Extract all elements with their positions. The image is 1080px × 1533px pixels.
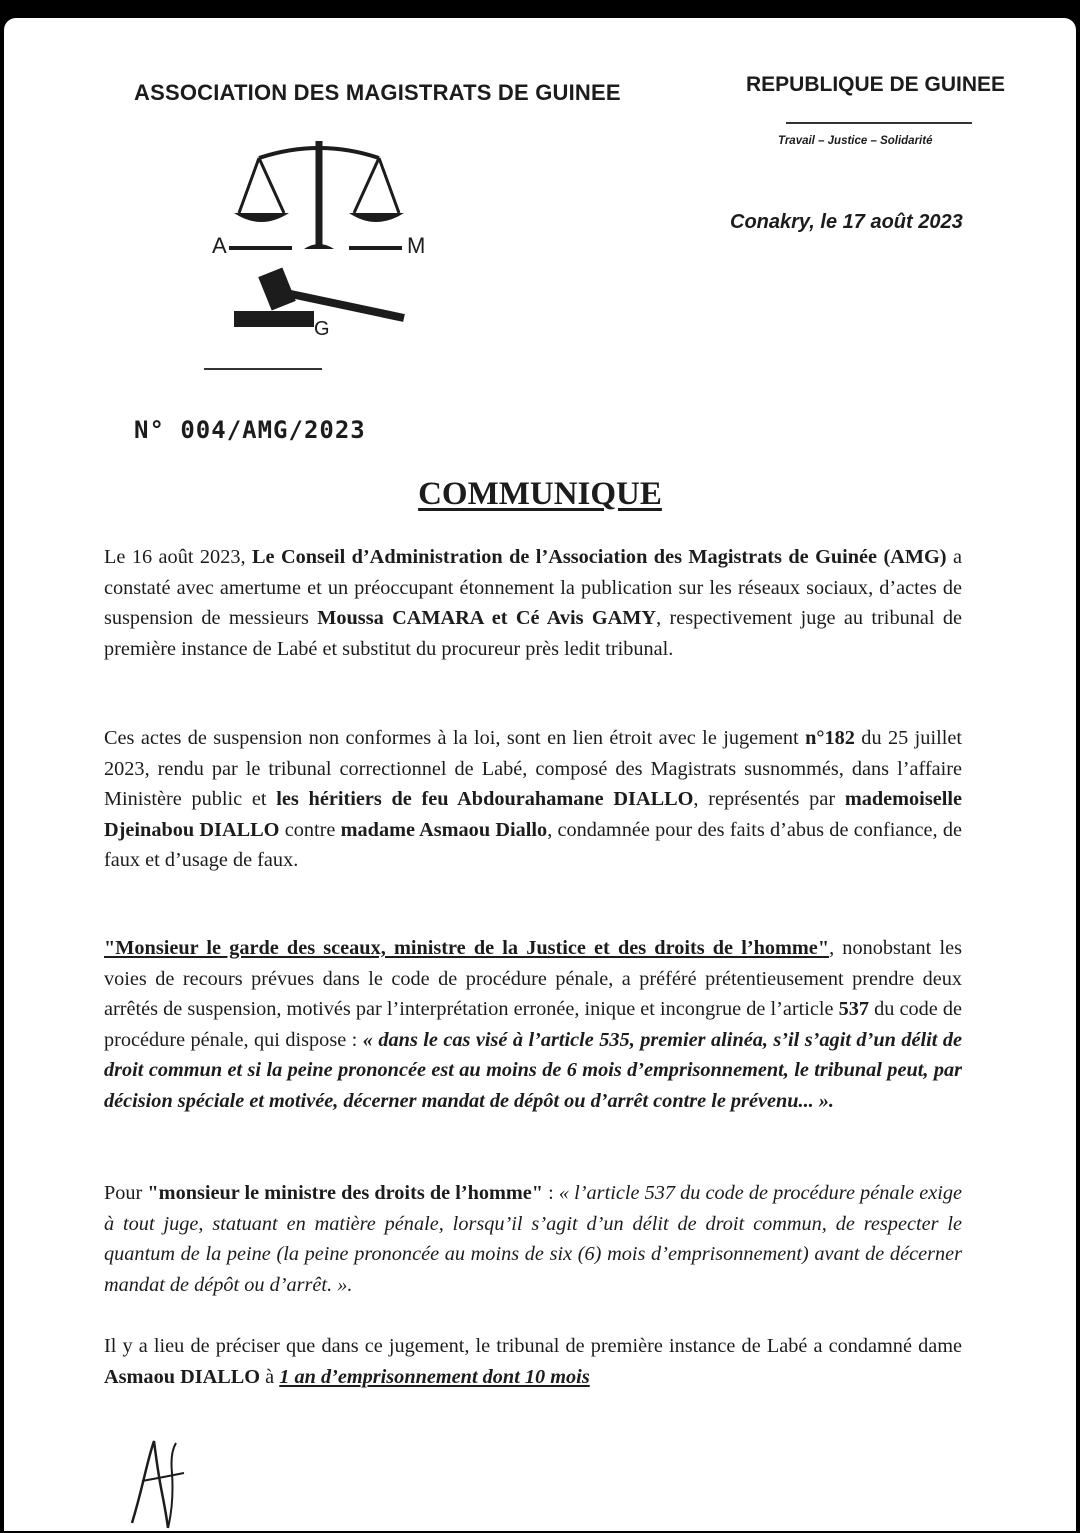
paragraph-3: "Monsieur le garde des sceaux, ministre de la Justice et des droits de l’homme", nonobstant les voies de recours prévues dans le code de procédure pénale, a préféré prétentieusement prendre deux arrêtés de suspension, motivés par l’interprétation erronée, inique et incongrue de l’article 537 du code de procédure pénale, qui dispose : « dans le cas visé à l’article 535, premier alinéa, s’il s’agit d’un délit de droit commun et si la peine prononcée est au moins de 6 mois d’emprisonnement, le tribunal peut, par décision spéciale et motivée, décerner mandat de dépôt ou d’arrêt contre le prévenu... ». [104, 937, 962, 1112]
handwritten-signature [124, 1433, 194, 1533]
logo-rule [204, 368, 322, 370]
logo-gavel-block [234, 311, 314, 327]
republic-name: REPUBLIQUE DE GUINEE [746, 73, 1006, 96]
motto-rule [786, 122, 972, 124]
logo-letter-a: A [212, 233, 227, 258]
paragraph-1: Le 16 août 2023, Le Conseil d’Administration de l’Association des Magistrats de Guinée (AMG) a constaté avec amertume et un préoccupant étonnement la publication sur les réseaux sociaux, d’actes de suspension de messieurs Moussa CAMARA et Cé Avis GAMY, respectivement juge au tribunal de première instance de Labé et substitut du procureur près ledit tribunal. [104, 546, 963, 660]
national-motto: Travail – Justice – Solidarité [778, 135, 933, 147]
logo-left-pan [234, 213, 289, 222]
logo-letter-g: G [314, 318, 330, 340]
paragraph-5: Il y a lieu de préciser que dans ce jugement, le tribunal de première instance de Labé a condamné dame Asmaou DIALLO à 1 an d’emprisonnement dont 10 mois [104, 1335, 962, 1388]
document-sheet [4, 18, 1076, 1531]
logo-gavel-head [258, 267, 296, 310]
logo-letter-m: M [407, 233, 426, 258]
paragraph-4: Pour "monsieur le ministre des droits de l’homme" : « l’article 537 du code de procédure pénale exige à tout juge, statuant en matière pénale, lorsqu’il s’agit d’un délit de droit commun, de respecter le quantum de la peine (la peine prononcée au moins de six (6) mois d’emprisonnement) avant de décerner mandat de dépôt ou d’arrêt. ». [104, 1182, 962, 1296]
paragraph-2: Ces actes de suspension non conformes à la loi, sont en lien étroit avec le jugement n°182 du 25 juillet 2023, rendu par le tribunal correctionnel de Labé, composé des Magistrats susnommés, dans l’affaire Ministère public et les héritiers de feu Abdourahamane DIALLO, représentés par mademoiselle Djeinabou DIALLO contre madame Asmaou Diallo, condamnée pour des faits d’abus de confiance, de faux et d’usage de faux. [104, 727, 962, 871]
communique-title: COMMUNIQUE [418, 476, 662, 512]
amg-scales-logo [204, 113, 444, 353]
logo-right-pan [349, 213, 404, 222]
reference-number: N° 004/AMG/2023 [134, 416, 366, 444]
date-line: Conakry, le 17 août 2023 [730, 211, 963, 233]
association-name: ASSOCIATION DES MAGISTRATS DE GUINEE [134, 80, 621, 105]
